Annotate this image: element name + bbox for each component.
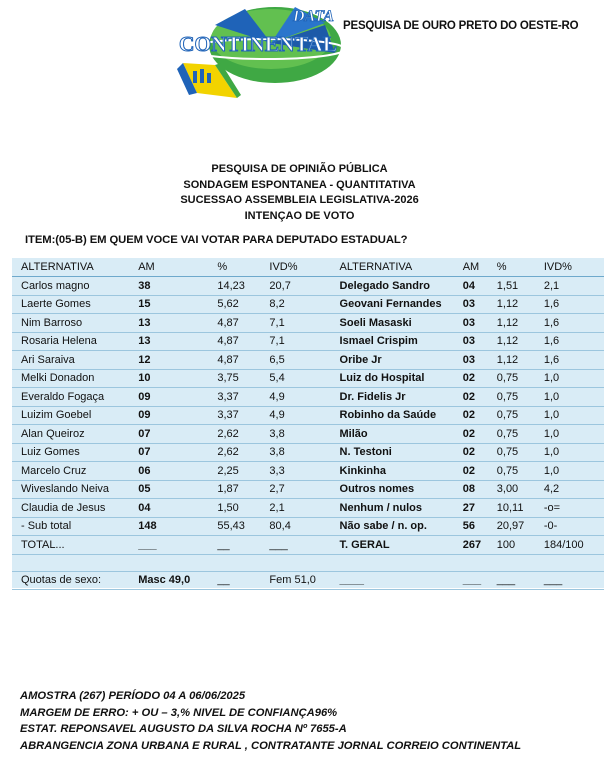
table-cell: 20,97 bbox=[497, 517, 544, 536]
table-cell: Não sabe / n. op. bbox=[340, 517, 463, 536]
footer-line: ESTAT. REPONSAVEL AUGUSTO DA SILVA ROCHA Nº 7655-A bbox=[20, 723, 347, 736]
table-cell: 02 bbox=[463, 388, 497, 407]
table-cell: 1,12 bbox=[497, 314, 544, 333]
table-cell: Laerte Gomes bbox=[12, 295, 138, 314]
table-cell: IVD% bbox=[544, 258, 604, 277]
table-cell: 02 bbox=[463, 462, 497, 481]
table-cell: Ismael Crispim bbox=[340, 332, 463, 351]
table-cell: 05 bbox=[138, 480, 217, 499]
table-cell: 03 bbox=[463, 351, 497, 370]
table-cell: 02 bbox=[463, 443, 497, 462]
table-cell: Soeli Masaski bbox=[340, 314, 463, 333]
table-cell: 02 bbox=[463, 369, 497, 388]
table-cell: Oribe Jr bbox=[340, 351, 463, 370]
table-cell: 06 bbox=[138, 462, 217, 481]
table-cell: Nenhum / nulos bbox=[340, 499, 463, 518]
table-cell: Marcelo Cruz bbox=[12, 462, 138, 481]
table-cell: 27 bbox=[463, 499, 497, 518]
table-cell: 2,7 bbox=[269, 480, 339, 499]
table-cell: Melki Donadon bbox=[12, 369, 138, 388]
table-cell: 08 bbox=[463, 480, 497, 499]
table-header-row bbox=[12, 258, 604, 277]
table-cell: AM bbox=[138, 258, 217, 277]
table-cell: 12 bbox=[138, 351, 217, 370]
table-row bbox=[12, 425, 604, 444]
table-row bbox=[12, 388, 604, 407]
table-cell: 4,9 bbox=[269, 406, 339, 425]
spacer-row bbox=[12, 554, 604, 571]
table-cell: 3,3 bbox=[269, 462, 339, 481]
table-cell: 09 bbox=[138, 406, 217, 425]
table-cell: 2,62 bbox=[217, 443, 269, 462]
table-cell: 100 bbox=[497, 536, 544, 555]
table-cell: -o= bbox=[544, 499, 604, 518]
table-cell: Geovani Fernandes bbox=[340, 295, 463, 314]
table-cell: ___ bbox=[497, 571, 544, 590]
table-cell: 10 bbox=[138, 369, 217, 388]
table-cell: 3,37 bbox=[217, 406, 269, 425]
table-cell: 38 bbox=[138, 277, 217, 296]
table-cell: 184/100 bbox=[544, 536, 604, 555]
table-cell: 2,1 bbox=[544, 277, 604, 296]
table-cell: Alan Queiroz bbox=[12, 425, 138, 444]
table-cell: 0,75 bbox=[497, 406, 544, 425]
table-cell: N. Testoni bbox=[340, 443, 463, 462]
table-cell: Delegado Sandro bbox=[340, 277, 463, 296]
table-cell: TOTAL... bbox=[12, 536, 138, 555]
table-cell: 4,9 bbox=[269, 388, 339, 407]
title-line: SUCESSAO ASSEMBLEIA LEGISLATIVA-2026 bbox=[180, 194, 419, 206]
title-line: PESQUISA DE OPINIÃO PÚBLICA bbox=[211, 163, 388, 175]
table-cell: 2,25 bbox=[217, 462, 269, 481]
table-cell: % bbox=[217, 258, 269, 277]
table-cell: AM bbox=[463, 258, 497, 277]
table-row bbox=[12, 369, 604, 388]
table-cell: Masc 49,0 bbox=[138, 571, 217, 590]
table-cell: 4,87 bbox=[217, 332, 269, 351]
table-cell: 1,51 bbox=[497, 277, 544, 296]
footer-line: ABRANGENCIA ZONA URBANA E RURAL , CONTRATANTE JORNAL CORREIO CONTINENTAL bbox=[20, 739, 522, 752]
table-cell: 02 bbox=[463, 406, 497, 425]
table-cell: Wiveslando Neiva bbox=[12, 480, 138, 499]
footer-line: AMOSTRA (267) PERÍODO 04 A 06/06/2025 bbox=[20, 690, 246, 702]
table-cell: 5,4 bbox=[269, 369, 339, 388]
table-cell: 3,37 bbox=[217, 388, 269, 407]
table-cell: 1,12 bbox=[497, 295, 544, 314]
table-row bbox=[12, 295, 604, 314]
question-item: ITEM:(05-B) EM QUEM VOCE VAI VOTAR PARA DEPUTADO ESTADUAL? bbox=[25, 234, 408, 246]
table-cell: 1,6 bbox=[544, 351, 604, 370]
table-cell: 4,2 bbox=[544, 480, 604, 499]
table-cell: 1,0 bbox=[544, 406, 604, 425]
table-cell: __ bbox=[217, 536, 269, 555]
table-cell: 1,12 bbox=[497, 332, 544, 351]
table-cell: 4,87 bbox=[217, 351, 269, 370]
table-cell: ___ bbox=[138, 536, 217, 555]
table-row bbox=[12, 517, 604, 536]
methodology-footer bbox=[20, 688, 521, 754]
table-cell: 1,12 bbox=[497, 351, 544, 370]
results-table bbox=[12, 258, 604, 588]
table-cell: Luizim Goebel bbox=[12, 406, 138, 425]
table-cell: 3,8 bbox=[269, 425, 339, 444]
table-cell: 0,75 bbox=[497, 388, 544, 407]
table-cell: 56 bbox=[463, 517, 497, 536]
table-row bbox=[12, 351, 604, 370]
table-cell: ___ bbox=[544, 571, 604, 590]
table-row bbox=[12, 406, 604, 425]
table-cell: 3,00 bbox=[497, 480, 544, 499]
table-cell: 7,1 bbox=[269, 332, 339, 351]
footer-line: MARGEM DE ERRO: + OU – 3,% NIVEL DE CONFIANÇA96% bbox=[20, 706, 338, 719]
table-cell: Outros nomes bbox=[340, 480, 463, 499]
table-cell: Rosaria Helena bbox=[12, 332, 138, 351]
logo-data-text: DATA bbox=[293, 8, 334, 25]
data-continental-logo bbox=[175, 3, 343, 103]
table-row bbox=[12, 536, 604, 555]
table-cell: 267 bbox=[463, 536, 497, 555]
table-cell: 1,6 bbox=[544, 314, 604, 333]
table-row bbox=[12, 462, 604, 481]
table-cell: Luiz do Hospital bbox=[340, 369, 463, 388]
table-cell: 80,4 bbox=[269, 517, 339, 536]
table-row bbox=[12, 277, 604, 296]
table-cell: 1,0 bbox=[544, 443, 604, 462]
table-row bbox=[12, 443, 604, 462]
table-cell: 03 bbox=[463, 332, 497, 351]
table-cell: 1,0 bbox=[544, 425, 604, 444]
table-cell: ALTERNATIVA bbox=[340, 258, 463, 277]
table-cell: 1,0 bbox=[544, 388, 604, 407]
table-cell: 0,75 bbox=[497, 443, 544, 462]
table-cell: 10,11 bbox=[497, 499, 544, 518]
table-cell: Dr. Fidelis Jr bbox=[340, 388, 463, 407]
table-row bbox=[12, 499, 604, 518]
table-cell: 3,75 bbox=[217, 369, 269, 388]
table-cell: 04 bbox=[463, 277, 497, 296]
table-cell: Kinkinha bbox=[340, 462, 463, 481]
table-cell: 13 bbox=[138, 332, 217, 351]
table-cell: 2,62 bbox=[217, 425, 269, 444]
table-cell: Luiz Gomes bbox=[12, 443, 138, 462]
table-row bbox=[12, 480, 604, 499]
table-cell: 1,50 bbox=[217, 499, 269, 518]
table-cell: Carlos magno bbox=[12, 277, 138, 296]
table-cell: 0,75 bbox=[497, 462, 544, 481]
table-cell: 1,0 bbox=[544, 462, 604, 481]
table-cell: - Sub total bbox=[12, 517, 138, 536]
table-cell: 5,62 bbox=[217, 295, 269, 314]
quota-row bbox=[12, 571, 604, 590]
title-line: INTENÇAO DE VOTO bbox=[244, 209, 355, 222]
table-cell: Ari Saraiva bbox=[12, 351, 138, 370]
table-cell: __ bbox=[217, 571, 269, 590]
logo-continental-text: CONTINENTAL bbox=[179, 32, 337, 56]
table-cell: ____ bbox=[340, 571, 463, 590]
table-cell: 13 bbox=[138, 314, 217, 333]
table-cell: IVD% bbox=[269, 258, 339, 277]
table-cell: % bbox=[497, 258, 544, 277]
table-cell: Everaldo Fogaça bbox=[12, 388, 138, 407]
table-cell: ALTERNATIVA bbox=[12, 258, 138, 277]
table-cell: 1,87 bbox=[217, 480, 269, 499]
title-line: SONDAGEM ESPONTANEA - QUANTITATIVA bbox=[183, 178, 416, 191]
table-cell: 07 bbox=[138, 443, 217, 462]
table-cell: Milão bbox=[340, 425, 463, 444]
table-cell: -0- bbox=[544, 517, 604, 536]
table-row bbox=[12, 332, 604, 351]
table-cell: 7,1 bbox=[269, 314, 339, 333]
table-cell: 8,2 bbox=[269, 295, 339, 314]
table-cell: 04 bbox=[138, 499, 217, 518]
table-cell: 0,75 bbox=[497, 425, 544, 444]
table-cell: 6,5 bbox=[269, 351, 339, 370]
table-cell: Quotas de sexo: bbox=[12, 571, 138, 590]
table-cell: 15 bbox=[138, 295, 217, 314]
table-cell: 0,75 bbox=[497, 369, 544, 388]
table-cell: 20,7 bbox=[269, 277, 339, 296]
table-cell: Claudia de Jesus bbox=[12, 499, 138, 518]
table-cell: 4,87 bbox=[217, 314, 269, 333]
survey-titles bbox=[0, 162, 614, 224]
table-cell: Robinho da Saúde bbox=[340, 406, 463, 425]
table-cell: 02 bbox=[463, 425, 497, 444]
table-cell: Nim Barroso bbox=[12, 314, 138, 333]
table-cell: 1,6 bbox=[544, 332, 604, 351]
table-cell: 03 bbox=[463, 295, 497, 314]
table-cell: 1,6 bbox=[544, 295, 604, 314]
table-cell: 14,23 bbox=[217, 277, 269, 296]
table-cell: 03 bbox=[463, 314, 497, 333]
table-cell: T. GERAL bbox=[340, 536, 463, 555]
table-row bbox=[12, 314, 604, 333]
table-cell: 1,0 bbox=[544, 369, 604, 388]
org-header-text: PESQUISA DE OURO PRETO DO OESTE-RO bbox=[343, 20, 579, 32]
table-cell: 148 bbox=[138, 517, 217, 536]
table-cell: 07 bbox=[138, 425, 217, 444]
table-cell: ___ bbox=[463, 571, 497, 590]
table-cell: 3,8 bbox=[269, 443, 339, 462]
table-cell: 2,1 bbox=[269, 499, 339, 518]
table-cell: 55,43 bbox=[217, 517, 269, 536]
table-cell: 09 bbox=[138, 388, 217, 407]
table-cell: ___ bbox=[269, 536, 339, 555]
table-cell: Fem 51,0 bbox=[269, 571, 339, 590]
spacer-cell bbox=[12, 554, 604, 571]
